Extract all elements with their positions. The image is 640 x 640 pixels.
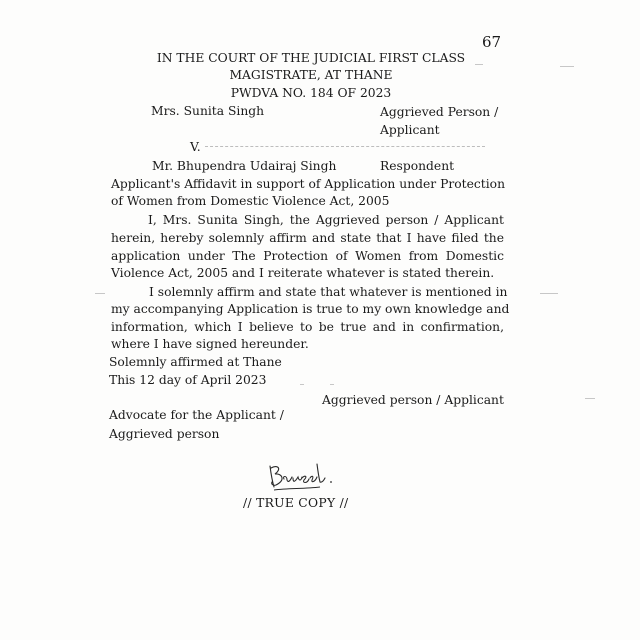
para1-line-2: herein, hereby solemnly affirm and state that I have filed the <box>111 231 504 245</box>
affidavit-title-line-1: Applicant's Affidavit in support of Application under Protection <box>111 177 505 191</box>
page-number: 67 <box>482 33 502 51</box>
court-name-line-2: MAGISTRATE, AT THANE <box>229 68 393 82</box>
affirmed-date: This 12 day of April 2023 <box>109 373 267 387</box>
scan-speck <box>560 66 574 67</box>
scan-speck <box>95 293 105 294</box>
scan-speck <box>300 384 304 385</box>
applicant-role-line-2: Applicant <box>380 123 440 137</box>
case-number: PWDVA NO. 184 OF 2023 <box>230 86 392 100</box>
para2-line-1: I solemnly affirm and state that whatever is mentioned in <box>149 285 508 299</box>
court-name-line-1: IN THE COURT OF THE JUDICIAL FIRST CLASS <box>156 51 466 65</box>
para2-line-3: information, which I believe to be true and in confirmation, <box>111 320 504 334</box>
scan-dash-line <box>205 146 485 148</box>
para1-line-1: I, Mrs. Sunita Singh, the Aggrieved person / Applicant <box>148 213 504 227</box>
para1-line-3: application under The Protection of Women from Domestic <box>111 249 504 263</box>
signatory-label: Aggrieved person / Applicant <box>322 393 504 407</box>
affidavit-title-line-2: of Women from Domestic Violence Act, 2005 <box>111 194 390 208</box>
advocate-line-1: Advocate for the Applicant / <box>109 408 284 422</box>
para2-line-4: where I have signed hereunder. <box>111 337 309 351</box>
para1-line-4: Violence Act, 2005 and I reiterate whatever is stated therein. <box>111 266 495 280</box>
respondent-name: Mr. Bhupendra Udairaj Singh <box>152 159 337 173</box>
scan-speck <box>330 384 334 385</box>
applicant-name: Mrs. Sunita Singh <box>151 104 265 118</box>
para2-line-2: my accompanying Application is true to my own knowledge and <box>111 302 510 316</box>
scan-speck <box>585 398 595 399</box>
applicant-role-line-1: Aggrieved Person / <box>380 105 499 119</box>
versus: V. <box>190 140 201 154</box>
advocate-signature <box>262 460 342 494</box>
respondent-role: Respondent <box>380 159 455 173</box>
scan-speck <box>540 293 558 294</box>
advocate-line-2: Aggrieved person <box>109 427 220 441</box>
true-copy-stamp: // TRUE COPY // <box>243 496 349 510</box>
scan-speck <box>475 64 483 65</box>
affirmed-place: Solemnly affirmed at Thane <box>109 355 282 369</box>
